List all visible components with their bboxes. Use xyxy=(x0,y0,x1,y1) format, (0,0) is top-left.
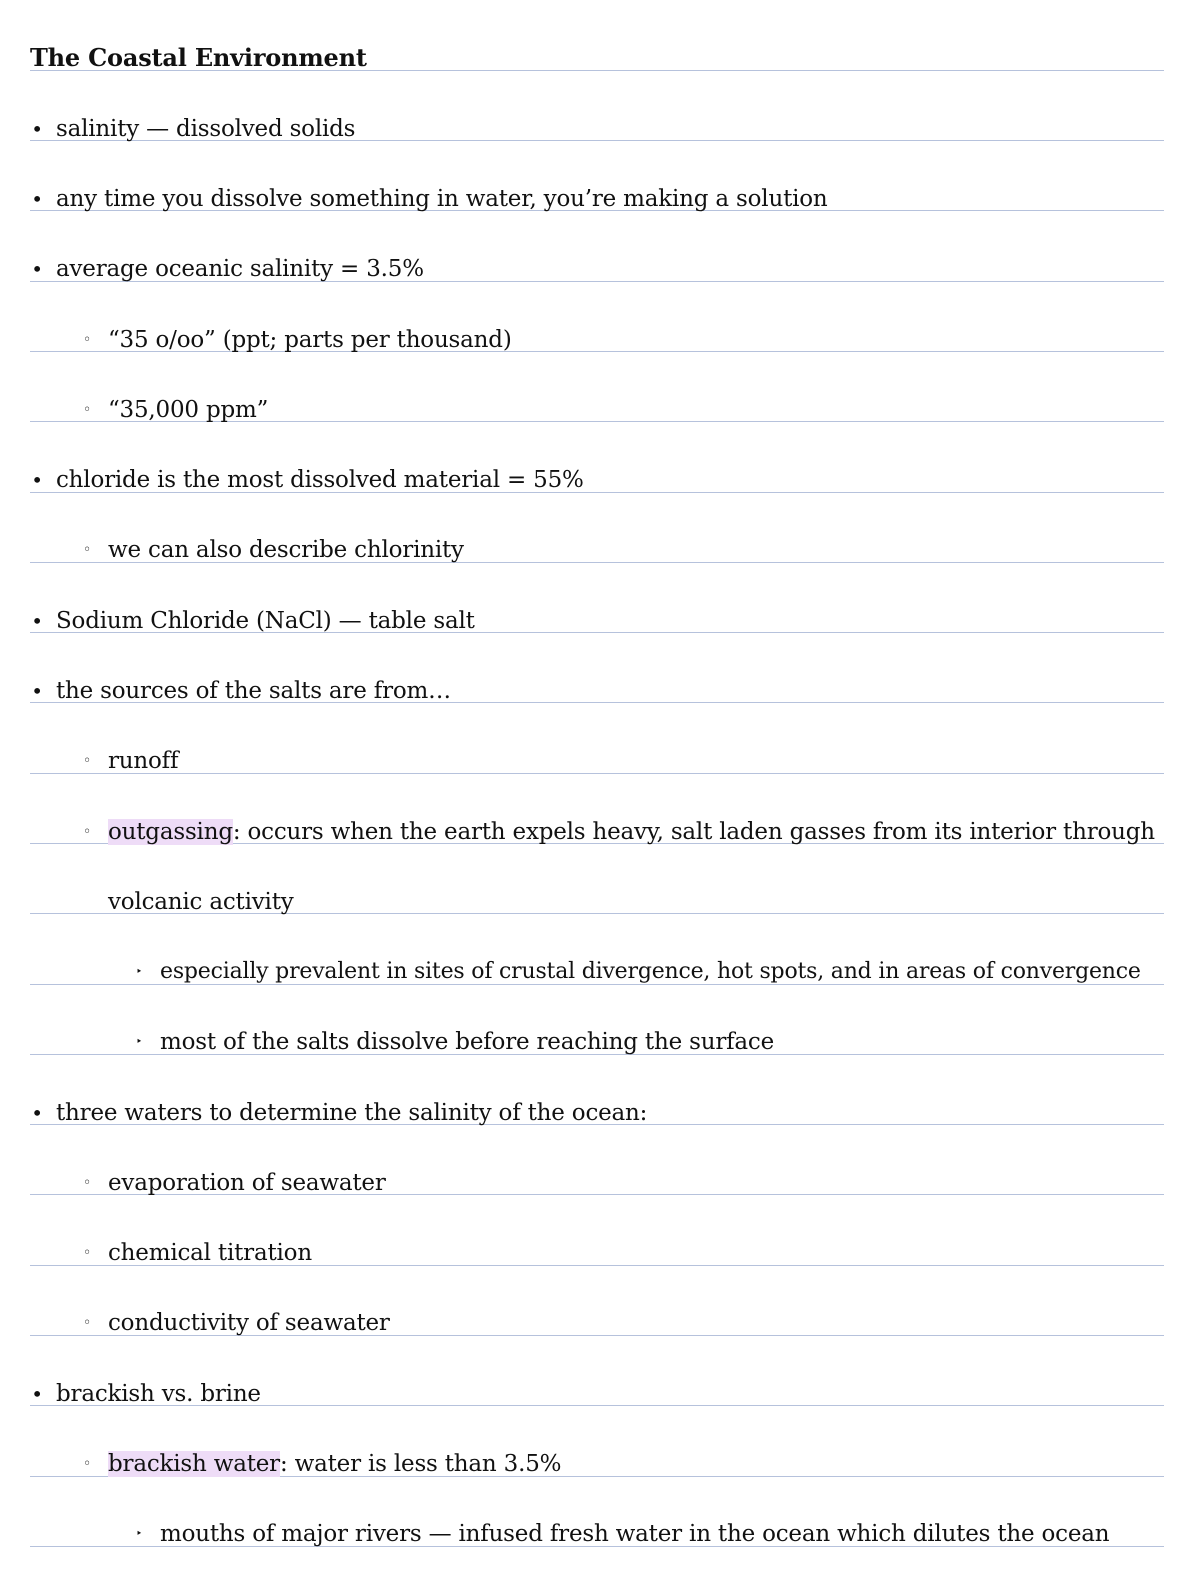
list-item-text: conductivity of seawater xyxy=(108,1310,390,1336)
list-item-text: brackish vs. brine xyxy=(56,1381,261,1407)
list-item xyxy=(30,1091,1164,1135)
list-item xyxy=(30,458,1164,502)
list-item-text xyxy=(108,1442,561,1486)
list-item-text xyxy=(108,810,1155,854)
hollow-bullet-icon: ◦ xyxy=(82,1245,92,1261)
bullet-icon: • xyxy=(31,187,43,211)
bullet-icon: • xyxy=(31,609,43,633)
page-title xyxy=(30,36,1164,80)
list-item xyxy=(30,177,1164,221)
term-definition: : water is less than 3.5% xyxy=(279,1451,562,1477)
sub-list-item xyxy=(30,1301,1164,1345)
list-item-text: most of the salts dissolve before reaching the surface xyxy=(160,1029,775,1055)
sub-sub-list-item xyxy=(30,950,1164,994)
bullet-icon: • xyxy=(31,1382,43,1406)
bullet-icon: • xyxy=(31,257,43,281)
list-item-text: mouths of major rivers — infused fresh water in the ocean which dilutes the ocean xyxy=(160,1521,1110,1547)
list-item-text: especially prevalent in sites of crustal divergence, hot spots, and in areas of convergence xyxy=(160,959,1141,984)
list-item-text: Sodium Chloride (NaCl) — table salt xyxy=(56,608,475,634)
list-item-text: any time you dissolve something in water, you’re making a solution xyxy=(56,186,828,212)
list-item xyxy=(30,1372,1164,1416)
list-item-text: runoff xyxy=(108,748,179,774)
sub-sub-list-item xyxy=(30,1512,1164,1556)
hollow-bullet-icon: ◦ xyxy=(82,402,92,418)
bullet-icon: • xyxy=(31,1101,43,1125)
list-item xyxy=(30,247,1164,291)
highlighted-term: outgassing xyxy=(108,819,233,845)
bullet-icon: • xyxy=(31,679,43,703)
bullet-icon: • xyxy=(31,468,43,492)
list-item-text: we can also describe chlorinity xyxy=(108,537,464,563)
sub-list-item xyxy=(30,318,1164,362)
sub-list-item xyxy=(30,810,1164,854)
hollow-bullet-icon: ◦ xyxy=(82,1456,92,1472)
list-item-text: evaporation of seawater xyxy=(108,1170,386,1196)
page-title-text: The Coastal Environment xyxy=(30,43,367,72)
hollow-bullet-icon: ◦ xyxy=(82,332,92,348)
list-item xyxy=(30,599,1164,643)
list-item-text: salinity — dissolved solids xyxy=(56,116,356,142)
triangle-bullet-icon: ‣ xyxy=(135,965,143,978)
sub-sub-list-item xyxy=(30,1020,1164,1064)
triangle-bullet-icon: ‣ xyxy=(135,1035,143,1048)
list-item-continuation xyxy=(30,880,1164,924)
triangle-bullet-icon: ‣ xyxy=(135,1527,143,1540)
bullet-icon: • xyxy=(31,117,43,141)
hollow-bullet-icon: ◦ xyxy=(82,753,92,769)
sub-list-item xyxy=(30,528,1164,572)
sub-list-item xyxy=(30,739,1164,783)
hollow-bullet-icon: ◦ xyxy=(82,1315,92,1331)
list-item-text: chloride is the most dissolved material = 55% xyxy=(56,467,584,493)
list-item-text: the sources of the salts are from… xyxy=(56,678,451,704)
list-item-text: volcanic activity xyxy=(108,889,294,915)
list-item-text: average oceanic salinity = 3.5% xyxy=(56,256,424,282)
highlighted-term: brackish water xyxy=(108,1451,280,1477)
sub-list-item xyxy=(30,1231,1164,1275)
hollow-bullet-icon: ◦ xyxy=(82,824,92,840)
list-item xyxy=(30,107,1164,151)
list-item-text: chemical titration xyxy=(108,1240,312,1266)
term-definition: : occurs when the earth expels heavy, salt laden gasses from its interior through xyxy=(232,819,1155,845)
sub-list-item xyxy=(30,388,1164,432)
list-item-text: three waters to determine the salinity of the ocean: xyxy=(56,1100,648,1126)
list-item xyxy=(30,669,1164,713)
list-item-text: “35,000 ppm” xyxy=(108,397,269,423)
hollow-bullet-icon: ◦ xyxy=(82,542,92,558)
sub-list-item xyxy=(30,1442,1164,1486)
sub-list-item xyxy=(30,1161,1164,1205)
list-item-text: “35 o/oo” (ppt; parts per thousand) xyxy=(108,327,512,353)
hollow-bullet-icon: ◦ xyxy=(82,1175,92,1191)
